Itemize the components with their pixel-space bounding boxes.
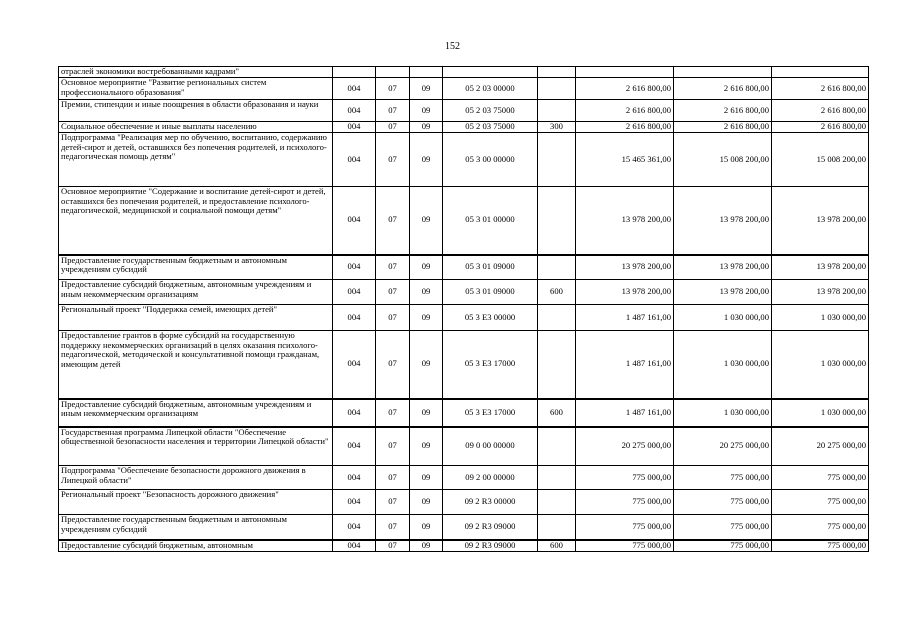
target-article-cell: 05 3 01 09000 [443, 255, 538, 280]
amount-year3-cell: 1 030 000,00 [772, 331, 869, 399]
amount-year2-cell: 775 000,00 [674, 490, 772, 515]
expense-type-cell [538, 255, 576, 280]
amount-year2-cell: 13 978 200,00 [674, 280, 772, 305]
row-name-cell: отраслей экономики востребованными кадрами" [59, 67, 333, 78]
section-code-cell: 07 [376, 78, 410, 100]
expense-type-cell [538, 133, 576, 187]
expense-type-cell: 600 [538, 399, 576, 427]
amount-year1-cell: 775 000,00 [576, 466, 674, 490]
subsection-code-cell: 09 [410, 280, 443, 305]
table-row [59, 187, 869, 255]
table-row [59, 331, 869, 399]
amount-year1-cell: 2 616 800,00 [576, 100, 674, 122]
amount-year3-cell: 2 616 800,00 [772, 122, 869, 133]
expense-type-cell [538, 78, 576, 100]
expense-type-cell [538, 100, 576, 122]
table-row [59, 122, 869, 133]
table-row [59, 515, 869, 540]
expense-type-cell [538, 187, 576, 255]
budget-table [58, 66, 869, 552]
subsection-code-cell: 09 [410, 540, 443, 552]
subsection-code-cell: 09 [410, 331, 443, 399]
expense-type-cell: 600 [538, 540, 576, 552]
amount-year3-cell: 775 000,00 [772, 466, 869, 490]
ministry-code-cell: 004 [333, 515, 376, 540]
subsection-code-cell [410, 67, 443, 78]
row-name-cell: Региональный проект "Безопасность дорожного движения" [59, 490, 333, 515]
amount-year2-cell: 775 000,00 [674, 540, 772, 552]
amount-year2-cell: 1 030 000,00 [674, 399, 772, 427]
table-row [59, 100, 869, 122]
table-row [59, 540, 869, 552]
subsection-code-cell: 09 [410, 255, 443, 280]
amount-year2-cell: 1 030 000,00 [674, 305, 772, 331]
amount-year3-cell: 775 000,00 [772, 540, 869, 552]
amount-year3-cell: 13 978 200,00 [772, 280, 869, 305]
amount-year1-cell: 775 000,00 [576, 490, 674, 515]
target-article-cell: 05 2 03 00000 [443, 78, 538, 100]
subsection-code-cell: 09 [410, 133, 443, 187]
amount-year1-cell: 20 275 000,00 [576, 427, 674, 466]
ministry-code-cell: 004 [333, 305, 376, 331]
table-row [59, 78, 869, 100]
expense-type-cell: 600 [538, 280, 576, 305]
target-article-cell: 05 3 E3 17000 [443, 399, 538, 427]
page-number: 152 [445, 41, 460, 52]
section-code-cell: 07 [376, 280, 410, 305]
ministry-code-cell: 004 [333, 122, 376, 133]
subsection-code-cell: 09 [410, 122, 443, 133]
section-code-cell: 07 [376, 427, 410, 466]
target-article-cell: 09 2 R3 00000 [443, 490, 538, 515]
row-name-cell: Подпрограмма "Обеспечение безопасности дорожного движения в Липецкой области" [59, 466, 333, 490]
table-row [59, 255, 869, 280]
amount-year3-cell [772, 67, 869, 78]
ministry-code-cell: 004 [333, 280, 376, 305]
target-article-cell: 09 2 00 00000 [443, 466, 538, 490]
amount-year3-cell: 15 008 200,00 [772, 133, 869, 187]
amount-year1-cell: 775 000,00 [576, 540, 674, 552]
target-article-cell: 09 2 R3 09000 [443, 540, 538, 552]
ministry-code-cell: 004 [333, 399, 376, 427]
table-row [59, 280, 869, 305]
expense-type-cell: 300 [538, 122, 576, 133]
section-code-cell [376, 67, 410, 78]
subsection-code-cell: 09 [410, 515, 443, 540]
amount-year1-cell: 13 978 200,00 [576, 187, 674, 255]
subsection-code-cell: 09 [410, 305, 443, 331]
table-row [59, 305, 869, 331]
amount-year1-cell: 775 000,00 [576, 515, 674, 540]
table-row [59, 427, 869, 466]
row-name-cell: Предоставление государственным бюджетным и автономным учреждениям субсидий [59, 255, 333, 280]
row-name-cell: Региональный проект "Поддержка семей, имеющих детей" [59, 305, 333, 331]
target-article-cell: 05 3 00 00000 [443, 133, 538, 187]
amount-year1-cell: 15 465 361,00 [576, 133, 674, 187]
table-row [59, 67, 869, 78]
row-name-cell: Подпрограмма "Реализация мер по обучению, воспитанию, содержанию детей-сирот и детей, оставшихся без попечения родителей, и психолого-педагогическая помощь детям" [59, 133, 333, 187]
expense-type-cell [538, 515, 576, 540]
ministry-code-cell: 004 [333, 78, 376, 100]
ministry-code-cell [333, 67, 376, 78]
section-code-cell: 07 [376, 133, 410, 187]
expense-type-cell [538, 67, 576, 78]
ministry-code-cell: 004 [333, 255, 376, 280]
target-article-cell: 05 3 E3 17000 [443, 331, 538, 399]
amount-year2-cell: 13 978 200,00 [674, 187, 772, 255]
amount-year2-cell: 2 616 800,00 [674, 122, 772, 133]
ministry-code-cell: 004 [333, 540, 376, 552]
amount-year1-cell: 1 487 161,00 [576, 399, 674, 427]
target-article-cell: 09 2 R3 09000 [443, 515, 538, 540]
amount-year3-cell: 20 275 000,00 [772, 427, 869, 466]
amount-year2-cell [674, 67, 772, 78]
section-code-cell: 07 [376, 187, 410, 255]
ministry-code-cell: 004 [333, 100, 376, 122]
amount-year2-cell: 1 030 000,00 [674, 331, 772, 399]
row-name-cell: Премии, стипендии и иные поощрения в области образования и науки [59, 100, 333, 122]
ministry-code-cell: 004 [333, 187, 376, 255]
target-article-cell: 09 0 00 00000 [443, 427, 538, 466]
amount-year3-cell: 1 030 000,00 [772, 399, 869, 427]
table-body [59, 67, 869, 552]
amount-year1-cell: 13 978 200,00 [576, 255, 674, 280]
row-name-cell: Предоставление грантов в форме субсидий на государственную поддержку некоммерческих организаций в целях оказания психолого-педагогической, методической и консультативной помощи гражданам, имеющим детей [59, 331, 333, 399]
amount-year1-cell: 2 616 800,00 [576, 78, 674, 100]
table-row [59, 466, 869, 490]
amount-year2-cell: 2 616 800,00 [674, 78, 772, 100]
subsection-code-cell: 09 [410, 427, 443, 466]
target-article-cell: 05 2 03 75000 [443, 122, 538, 133]
amount-year1-cell: 1 487 161,00 [576, 331, 674, 399]
amount-year3-cell: 2 616 800,00 [772, 100, 869, 122]
target-article-cell: 05 2 03 75000 [443, 100, 538, 122]
section-code-cell: 07 [376, 540, 410, 552]
subsection-code-cell: 09 [410, 100, 443, 122]
amount-year2-cell: 13 978 200,00 [674, 255, 772, 280]
amount-year3-cell: 2 616 800,00 [772, 78, 869, 100]
section-code-cell: 07 [376, 331, 410, 399]
expense-type-cell [538, 490, 576, 515]
section-code-cell: 07 [376, 100, 410, 122]
table-row [59, 490, 869, 515]
amount-year2-cell: 20 275 000,00 [674, 427, 772, 466]
amount-year2-cell: 15 008 200,00 [674, 133, 772, 187]
expense-type-cell [538, 466, 576, 490]
target-article-cell: 05 3 E3 00000 [443, 305, 538, 331]
expense-type-cell [538, 305, 576, 331]
amount-year3-cell: 775 000,00 [772, 490, 869, 515]
ministry-code-cell: 004 [333, 427, 376, 466]
expense-type-cell [538, 427, 576, 466]
amount-year2-cell: 775 000,00 [674, 466, 772, 490]
row-name-cell: Социальное обеспечение и иные выплаты населению [59, 122, 333, 133]
subsection-code-cell: 09 [410, 490, 443, 515]
amount-year3-cell: 1 030 000,00 [772, 305, 869, 331]
row-name-cell: Предоставление государственным бюджетным и автономным учреждениям субсидий [59, 515, 333, 540]
amount-year3-cell: 13 978 200,00 [772, 255, 869, 280]
target-article-cell: 05 3 01 09000 [443, 280, 538, 305]
section-code-cell: 07 [376, 515, 410, 540]
subsection-code-cell: 09 [410, 78, 443, 100]
row-name-cell: Основное мероприятие "Развитие региональных систем профессионального образования" [59, 78, 333, 100]
table-row [59, 133, 869, 187]
subsection-code-cell: 09 [410, 187, 443, 255]
row-name-cell: Государственная программа Липецкой области "Обеспечение общественной безопасности населения и территории Липецкой области" [59, 427, 333, 466]
row-name-cell: Предоставление субсидий бюджетным, автономным учреждениям и иным некоммерческим организациям [59, 399, 333, 427]
subsection-code-cell: 09 [410, 399, 443, 427]
amount-year1-cell: 2 616 800,00 [576, 122, 674, 133]
ministry-code-cell: 004 [333, 331, 376, 399]
target-article-cell: 05 3 01 00000 [443, 187, 538, 255]
subsection-code-cell: 09 [410, 466, 443, 490]
amount-year1-cell [576, 67, 674, 78]
section-code-cell: 07 [376, 122, 410, 133]
row-name-cell: Предоставление субсидий бюджетным, автономным [59, 540, 333, 552]
row-name-cell: Предоставление субсидий бюджетным, автономным учреждениям и иным некоммерческим организациям [59, 280, 333, 305]
section-code-cell: 07 [376, 255, 410, 280]
section-code-cell: 07 [376, 399, 410, 427]
target-article-cell [443, 67, 538, 78]
ministry-code-cell: 004 [333, 133, 376, 187]
ministry-code-cell: 004 [333, 490, 376, 515]
amount-year1-cell: 13 978 200,00 [576, 280, 674, 305]
amount-year3-cell: 775 000,00 [772, 515, 869, 540]
amount-year2-cell: 2 616 800,00 [674, 100, 772, 122]
table-row [59, 399, 869, 427]
expense-type-cell [538, 331, 576, 399]
amount-year2-cell: 775 000,00 [674, 515, 772, 540]
row-name-cell: Основное мероприятие "Содержание и воспитание детей-сирот и детей, оставшихся без попечения родителей, и предоставление психолого-педагогической, медицинской и социальной помощи детям" [59, 187, 333, 255]
section-code-cell: 07 [376, 490, 410, 515]
section-code-cell: 07 [376, 305, 410, 331]
ministry-code-cell: 004 [333, 466, 376, 490]
amount-year1-cell: 1 487 161,00 [576, 305, 674, 331]
amount-year3-cell: 13 978 200,00 [772, 187, 869, 255]
section-code-cell: 07 [376, 466, 410, 490]
